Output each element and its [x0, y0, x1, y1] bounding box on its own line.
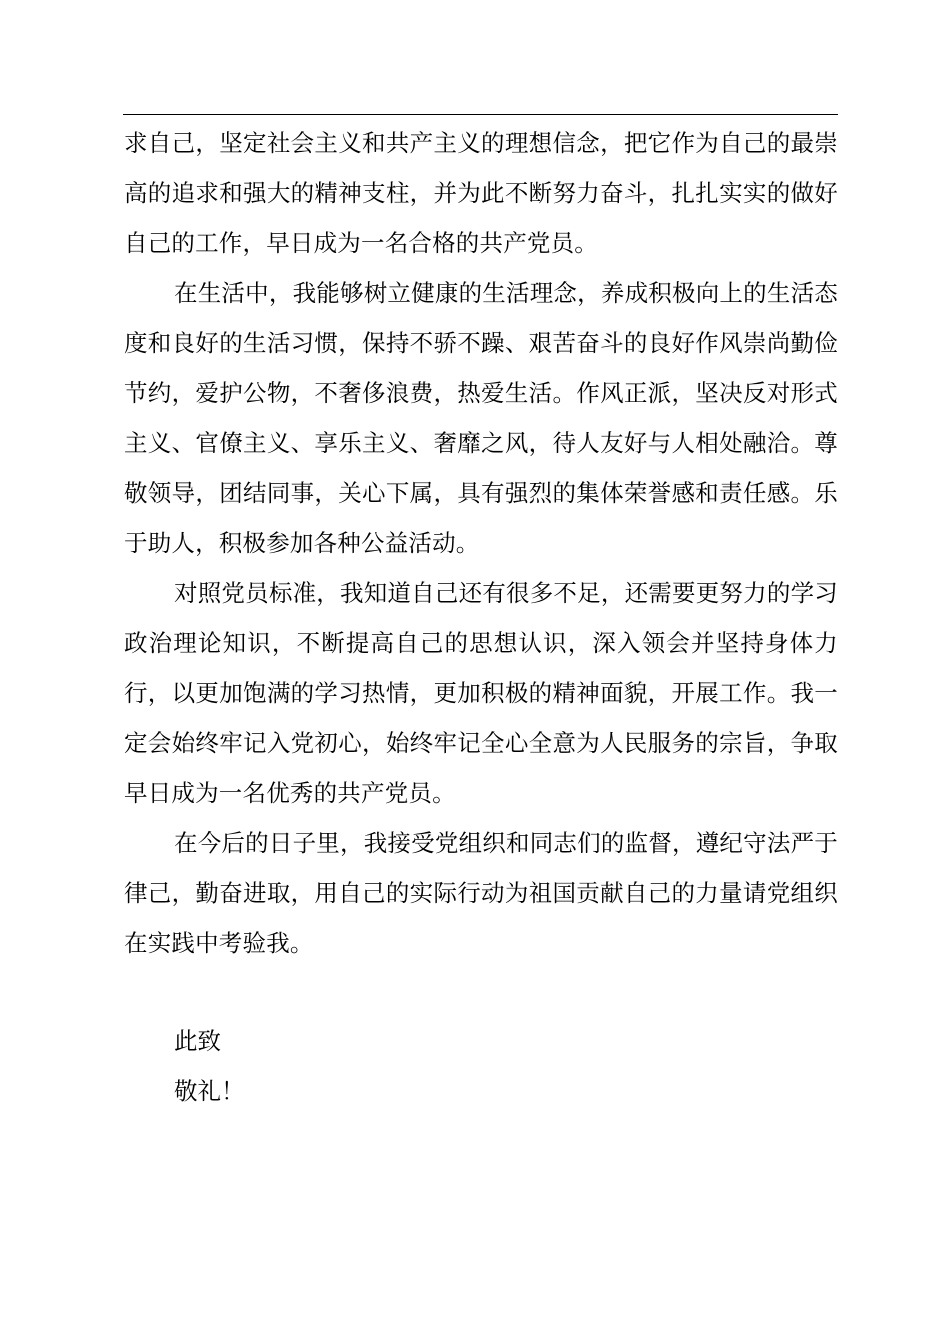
- paragraph-2: 在生活中，我能够树立健康的生活理念，养成积极向上的生活态度和良好的生活习惯，保持不骄不躁、艰苦奋斗的良好作风崇尚勤俭节约，爱护公物，不奢侈浪费，热爱生活。作风正派，坚决反对形式主义、官僚主义、享乐主义、奢靡之风，待人友好与人相处融洽。尊敬领导，团结同事，关心下属，具有强烈的集体荣誉感和责任感。乐于助人，积极参加各种公益活动。: [124, 279, 838, 557]
- paragraph-3: 对照党员标准，我知道自己还有很多不足，还需要更努力的学习政治理论知识，不断提高自己的思想认识，深入领会并坚持身体力行，以更加饱满的学习热情，更加积极的精神面貌，开展工作。我一定会始终牢记入党初心，始终牢记全心全意为人民服务的宗旨，争取早日成为一名优秀的共产党员。: [124, 579, 838, 807]
- closing-regards: 敬礼！: [174, 1077, 245, 1105]
- letter-closing: [174, 1016, 574, 1116]
- closing-salutation: 此致: [174, 1027, 221, 1055]
- paragraph-1: 求自己，坚定社会主义和共产主义的理想信念，把它作为自己的最崇高的追求和强大的精神支柱，并为此不断努力奋斗，扎扎实实的做好自己的工作，早日成为一名合格的共产党员。: [124, 129, 838, 257]
- header-rule: [123, 114, 838, 115]
- paragraph-4: 在今后的日子里，我接受党组织和同志们的监督，遵纪守法严于律己，勤奋进取，用自己的实际行动为祖国贡献自己的力量请党组织在实践中考验我。: [124, 829, 838, 957]
- letter-body: [124, 118, 838, 968]
